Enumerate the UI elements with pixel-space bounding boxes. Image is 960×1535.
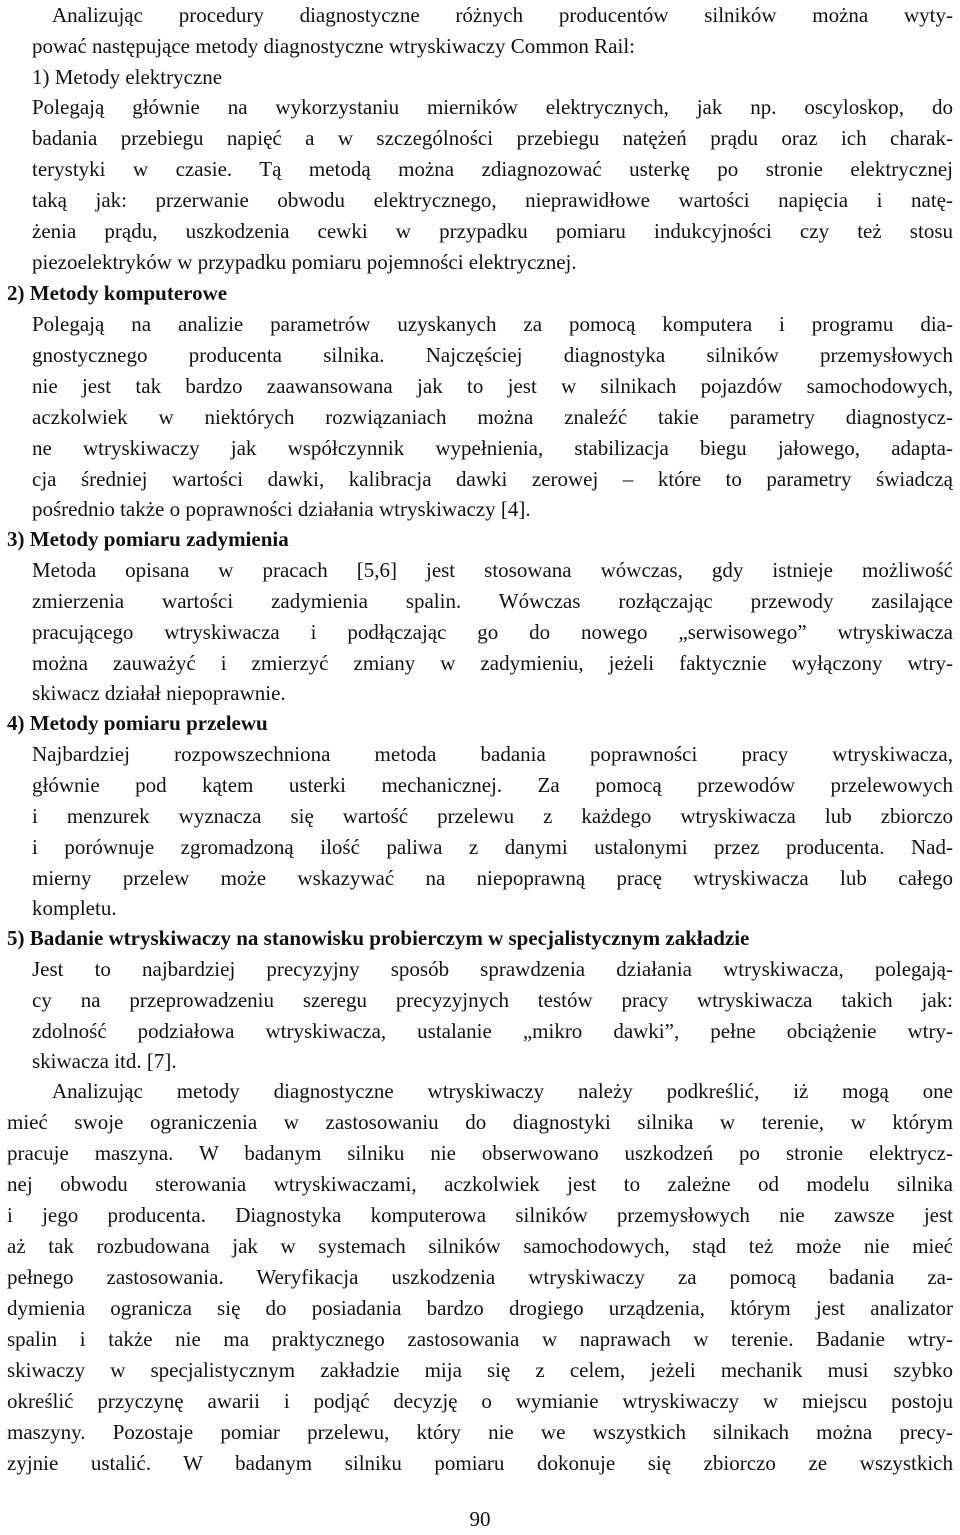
paragraph-line: nej obwodu sterowania wtryskiwaczami, aczkolwiek jest to zależne od modelu silnika (7, 1172, 953, 1196)
paragraph-line: badania przebiegu napięć a w szczególności przebiegu natężeń prądu oraz ich charak- (32, 126, 953, 150)
paragraph-line: Polegają na analizie parametrów uzyskanych za pomocą komputera i programu dia- (32, 312, 953, 336)
paragraph-line: maszyny. Pozostaje pomiar przelewu, który nie we wszystkich silnikach można precy- (7, 1420, 953, 1444)
paragraph-line: zyjnie ustalić. W badanym silniku pomiaru dokonuje się zbiorczo ze wszystkich (7, 1451, 953, 1475)
paragraph-line: można zauważyć i zmierzyć zmiany w zadymieniu, jeżeli faktycznie wyłączony wtry- (32, 651, 953, 675)
paragraph-line: dymienia ogranicza się do posiadania bardzo drogiego urządzenia, którym jest analizator (7, 1296, 953, 1320)
paragraph-line: głównie pod kątem usterki mechanicznej. Za pomocą przewodów przelewowych (32, 773, 953, 797)
paragraph-line: pośrednio także o poprawności działania wtryskiwaczy [4]. (32, 497, 531, 521)
paragraph-line: piezoelektryków w przypadku pomiaru pojemności elektrycznej. (32, 250, 577, 274)
section-heading-2: 2) Metody komputerowe (7, 281, 228, 305)
paragraph-line: skiwaczy w specjalistycznym zakładzie mija się z celem, jeżeli mechanik musi szybko (7, 1358, 953, 1382)
paragraph-line: pracuje maszyna. W badanym silniku nie obserwowano uszkodzeń po stronie elektrycz- (7, 1141, 953, 1165)
section-heading-1: 1) Metody elektryczne (32, 65, 223, 89)
paragraph-line: cja średniej wartości dawki, kalibracja dawki zerowej – które to parametry świadczą (32, 467, 953, 491)
paragraph-line: Polegają głównie na wykorzystaniu mierników elektrycznych, jak np. oscyloskop, do (32, 95, 953, 119)
paragraph-line: mierny przelew może wskazywać na niepoprawną pracę wtryskiwacza lub całego (32, 866, 953, 890)
paragraph-line: cy na przeprowadzeniu szeregu precyzyjnych testów pracy wtryskiwacza takich jak: (32, 988, 953, 1012)
paragraph-line: gnostycznego producenta silnika. Najczęściej diagnostyka silników przemysłowych (32, 343, 953, 367)
paragraph-line: żenia prądu, uszkodzenia cewki w przypadku pomiaru indukcyjności czy też stosu (32, 219, 953, 243)
section-heading-4: 4) Metody pomiaru przelewu (7, 711, 268, 735)
paragraph-line: zmierzenia wartości zadymienia spalin. Wówczas rozłączając przewody zasilające (32, 589, 953, 613)
paragraph-line: aczkolwiek w niektórych rozwiązaniach można znaleźć takie parametry diagnostycz- (32, 405, 953, 429)
paragraph-line: ne wtryskiwaczy jak współczynnik wypełnienia, stabilizacja biegu jałowego, adapta- (32, 436, 953, 460)
paragraph-line: pować następujące metody diagnostyczne wtryskiwaczy Common Rail: (32, 34, 636, 58)
paragraph-line: terystyki w czasie. Tą metodą można zdiagnozować usterkę po stronie elektrycznej (32, 157, 953, 181)
paragraph-line: i porównuje zgromadzoną ilość paliwa z danymi ustalonymi przez producenta. Nad- (32, 835, 953, 859)
paragraph-line: spalin i także nie ma praktycznego zastosowania w naprawach w terenie. Badanie wtry- (7, 1327, 953, 1351)
paragraph-line: określić przyczynę awarii i podjąć decyzję o wymianie wtryskiwaczy w miejscu postoju (7, 1389, 953, 1413)
paragraph-line: i jego producenta. Diagnostyka komputerowa silników przemysłowych nie zawsze jest (7, 1203, 953, 1227)
paragraph-line: skiwacz działał niepoprawnie. (32, 681, 286, 705)
paragraph-line: Najbardziej rozpowszechniona metoda badania poprawności pracy wtryskiwacza, (32, 742, 953, 766)
paragraph-line: mieć swoje ograniczenia w zastosowaniu do diagnostyki silnika w terenie, w którym (7, 1110, 953, 1134)
paragraph-line: aż tak rozbudowana jak w systemach silników samochodowych, stąd też może nie mieć (7, 1234, 953, 1258)
paragraph-line: kompletu. (32, 896, 117, 920)
paragraph-line: i menzurek wyznacza się wartość przelewu z każdego wtryskiwacza lub zbiorczo (32, 804, 953, 828)
section-heading-5: 5) Badanie wtryskiwaczy na stanowisku probierczym w specjalistycznym zakładzie (7, 926, 750, 950)
paragraph-line: zdolność podziałowa wtryskiwacza, ustalanie „mikro dawki”, pełne obciążenie wtry- (32, 1019, 953, 1043)
paragraph-line: nie jest tak bardzo zaawansowana jak to jest w silnikach pojazdów samochodowych, (32, 374, 953, 398)
paragraph-line: taką jak: przerwanie obwodu elektrycznego, nieprawidłowe wartości napięcia i natę- (32, 188, 953, 212)
paragraph-line: Analizując metody diagnostyczne wtryskiwaczy należy podkreślić, iż mogą one (52, 1079, 953, 1103)
page-number: 90 (469, 1507, 491, 1531)
paragraph-line: skiwacza itd. [7]. (32, 1049, 177, 1073)
paragraph-line: Analizując procedury diagnostyczne różnych producentów silników można wyty- (52, 3, 953, 27)
paragraph-line: Metoda opisana w pracach [5,6] jest stosowana wówczas, gdy istnieje możliwość (32, 558, 953, 582)
section-heading-3: 3) Metody pomiaru zadymienia (7, 527, 289, 551)
paragraph-line: pełnego zastosowania. Weryfikacja uszkodzenia wtryskiwaczy za pomocą badania za- (7, 1265, 953, 1289)
paragraph-line: pracującego wtryskiwacza i podłączając go do nowego „serwisowego” wtryskiwacza (32, 620, 953, 644)
paragraph-line: Jest to najbardziej precyzyjny sposób sprawdzenia działania wtryskiwacza, polegają- (32, 957, 953, 981)
